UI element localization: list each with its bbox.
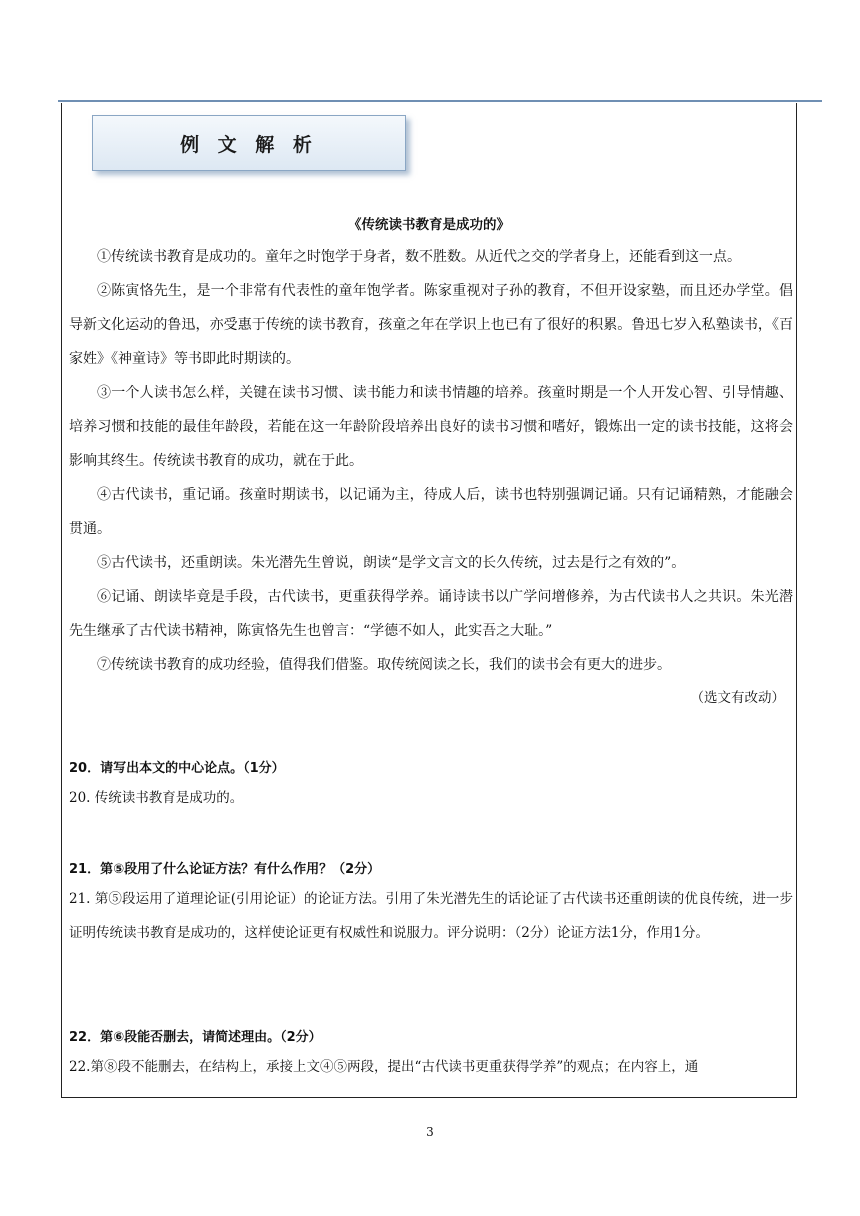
answer-22: 22.第⑧段不能删去，在结构上，承接上文④⑤两段，提出“古代读书更重获得学养”的观点；在内容上，通	[69, 1059, 699, 1075]
answer-21: 21. 第⑤段运用了道理论证(引用论证）的论证方法。引用了朱光潜先生的话论证了古代读书还重朗读的优良传统，进一步证明传统读书教育是成功的，这样使论证更有权威性和说服力。评分说明：（2分）论证方法1分，作用1分。	[69, 891, 793, 941]
answer-20: 20. 传统读书教育是成功的。	[69, 790, 244, 806]
article-paragraph-1: ①传统读书教育是成功的。童年之时饱学于身者，数不胜数。从近代之交的学者身上，还能看到这一点。	[97, 249, 741, 265]
source-note: （选文有改动）	[690, 690, 785, 706]
question-22: 22．第⑥段能否删去，请简述理由。（2分）	[69, 1030, 322, 1045]
article-paragraph-4: ④古代读书，重记诵。孩童时期读书，以记诵为主，待成人后，读书也特别强调记诵。只有记诵精熟，才能融会贯通。	[69, 487, 793, 537]
article-paragraph-6: ⑥记诵、朗读毕竟是手段，古代读书，更重获得学养。诵诗读书以广学问增修养，为古代读书人之共识。朱光潜先生继承了古代读书精神，陈寅恪先生也曾言：“学德不如人，此实吾之大耻。”	[69, 589, 793, 639]
article-paragraph-3: ③一个人读书怎么样，关键在读书习惯、读书能力和读书情趣的培养。孩童时期是一个人开发心智、引导情趣、培养习惯和技能的最佳年龄段，若能在这一年龄阶段培养出良好的读书习惯和嗜好，锻炼出一定的读书技能，这将会影响其终生。传统读书教育的成功，就在于此。	[69, 385, 793, 469]
page-number: 3	[426, 1125, 434, 1139]
header-rule	[58, 100, 822, 102]
question-20: 20．请写出本文的中心论点。（1分）	[69, 761, 285, 776]
article-paragraph-7: ⑦传统读书教育的成功经验，值得我们借鉴。取传统阅读之长，我们的读书会有更大的进步。	[97, 657, 671, 673]
question-21: 21．第⑤段用了什么论证方法？有什么作用？（2分）	[69, 862, 381, 877]
article-paragraph-5: ⑤古代读书，还重朗读。朱光潜先生曾说，朗读“是学文言文的长久传统，过去是行之有效的”。	[97, 555, 686, 571]
section-heading-box	[92, 115, 406, 171]
section-title: 例 文 解 析	[180, 133, 318, 156]
article-paragraph-2: ②陈寅恪先生，是一个非常有代表性的童年饱学者。陈家重视对子孙的教育，不但开设家塾，而且还办学堂。倡导新文化运动的鲁迅，亦受惠于传统的读书教育，孩童之年在学识上也已有了很好的积累。鲁迅七岁入私塾读书，《百家姓》《神童诗》等书即此时期读的。	[69, 283, 793, 367]
article-title: 《传统读书教育是成功的》	[348, 217, 510, 233]
